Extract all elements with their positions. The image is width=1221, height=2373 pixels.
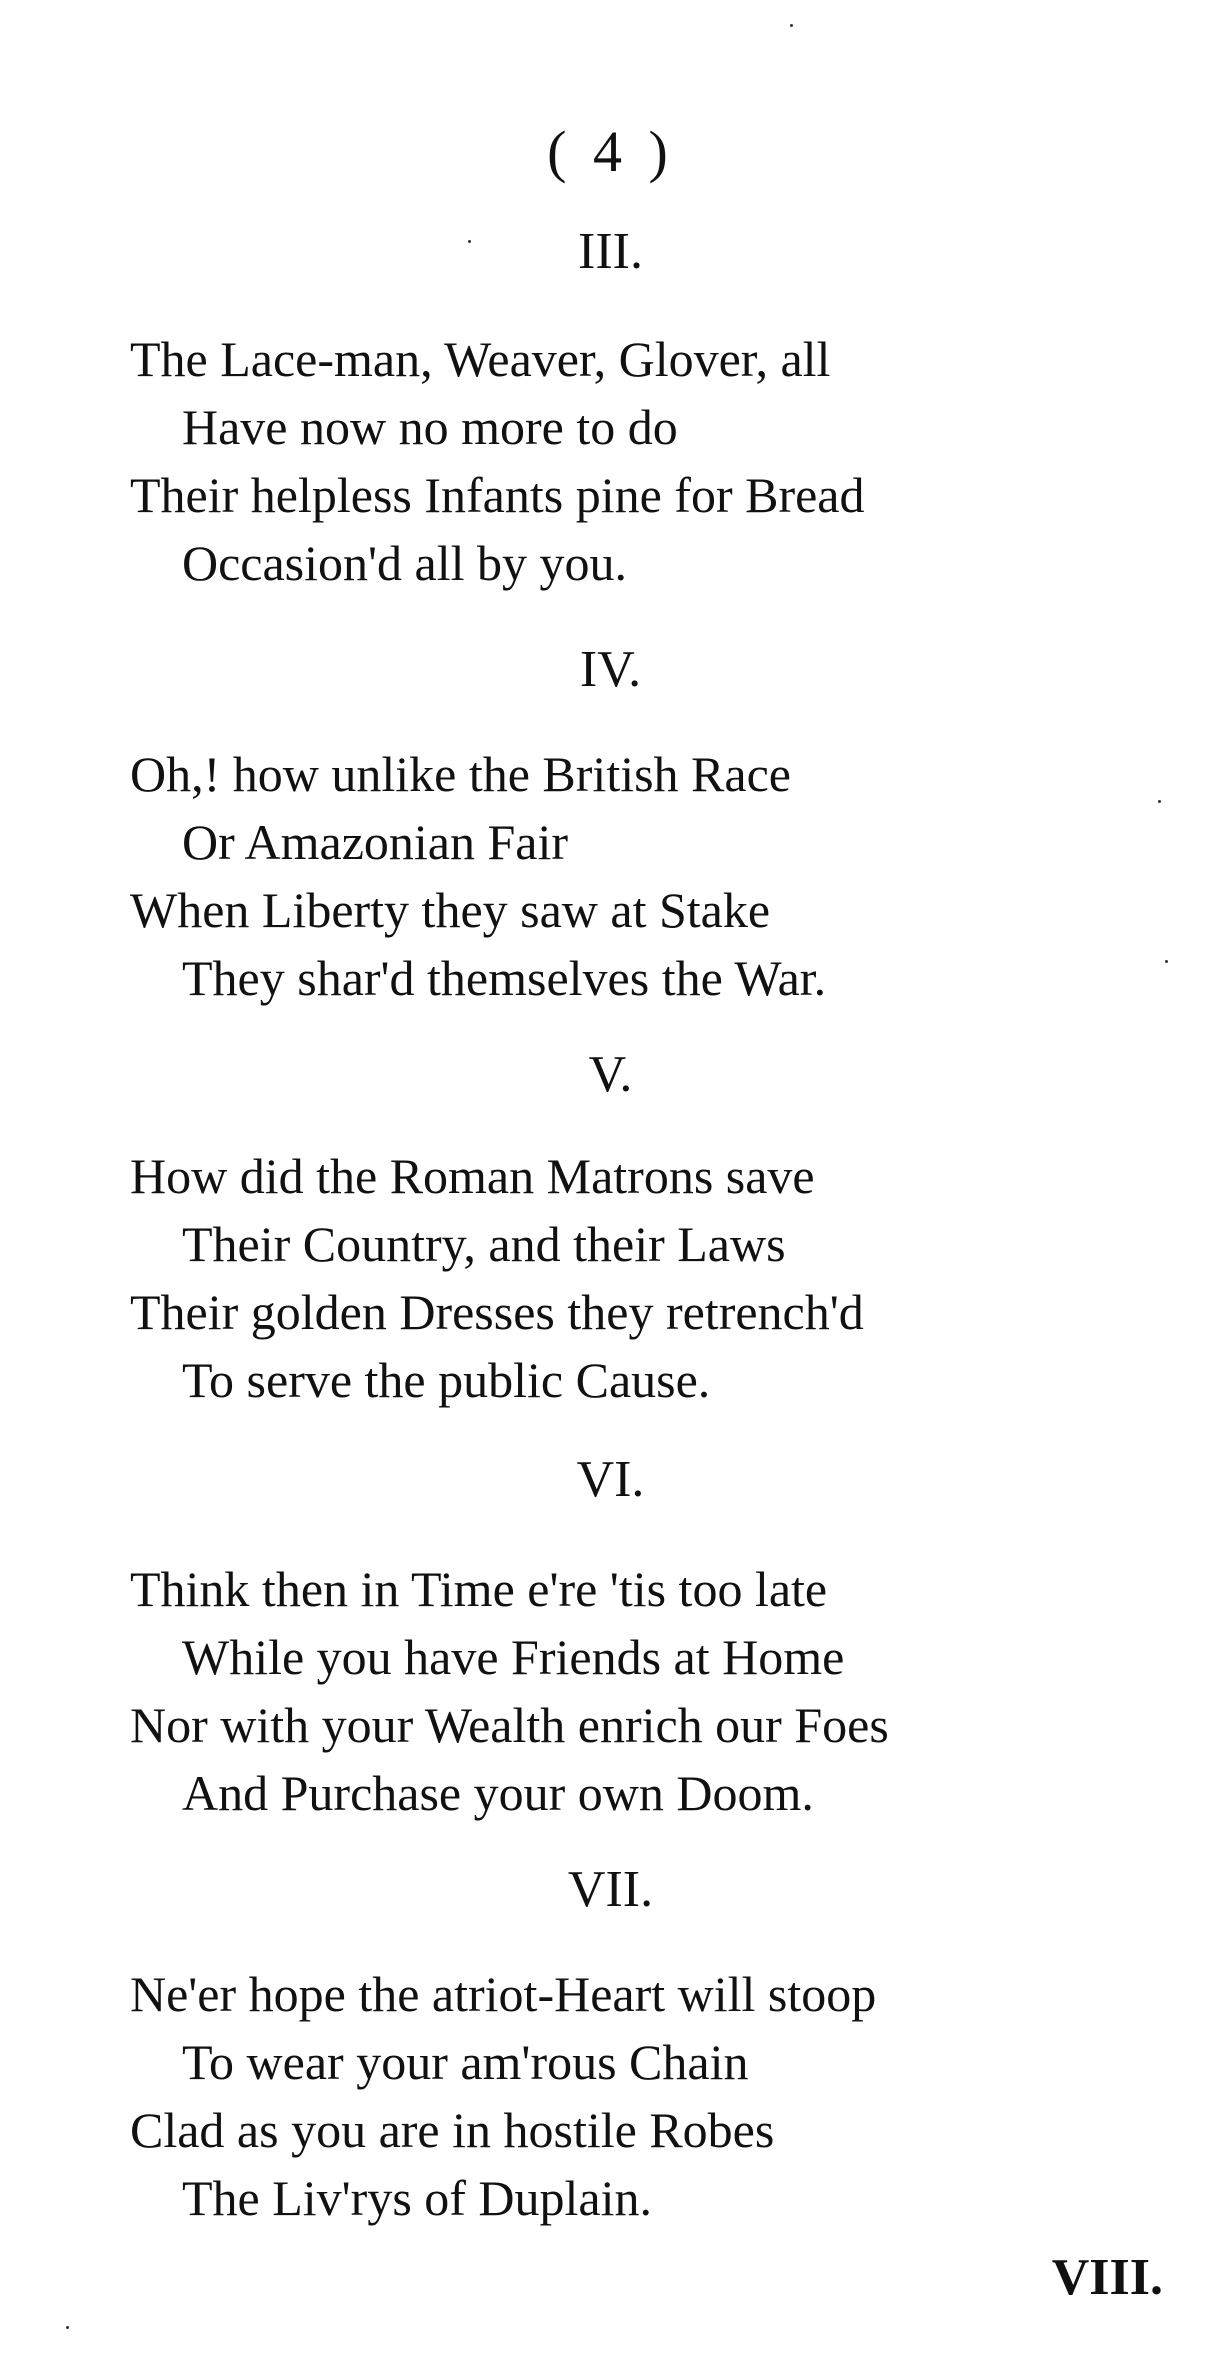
- stanza-number-v: V.: [588, 1046, 633, 1103]
- verse-line: Their golden Dresses they retrench'd: [130, 1284, 864, 1340]
- stanza-iii-verse: [130, 325, 864, 597]
- verse-line: Oh,! how unlike the British Race: [130, 746, 791, 802]
- scan-speck: [66, 2326, 69, 2329]
- verse-line: Or Amazonian Fair: [182, 814, 569, 870]
- verse-line: To serve the public Cause.: [182, 1352, 711, 1408]
- verse-line: When Liberty they saw at Stake: [130, 882, 771, 938]
- page-number: ( 4 ): [547, 119, 674, 184]
- verse-line: And Purchase your own Doom.: [182, 1765, 814, 1821]
- stanza-vii-verse: [130, 1960, 876, 2232]
- verse-line: Their helpless Infants pine for Bread: [130, 467, 865, 523]
- verse-line: Their Country, and their Laws: [182, 1216, 786, 1272]
- scan-speck: [1165, 960, 1168, 963]
- verse-line: Occasion'd all by you.: [182, 535, 628, 591]
- stanza-v-verse: [130, 1142, 864, 1414]
- verse-line: While you have Friends at Home: [182, 1629, 845, 1685]
- stanza-number-vi: VI.: [576, 1451, 645, 1508]
- stanza-number-vii: VII.: [567, 1861, 654, 1918]
- verse-line: Think then in Time e're 'tis too late: [130, 1561, 828, 1617]
- verse-line: Clad as you are in hostile Robes: [130, 2102, 775, 2158]
- verse-line: The Lace-man, Weaver, Glover, all: [130, 331, 831, 387]
- stanza-number-iii: III.: [578, 223, 643, 280]
- verse-line: To wear your am'rous Chain: [182, 2034, 749, 2090]
- catchword: VIII.: [1051, 2249, 1163, 2306]
- verse-line: How did the Roman Matrons save: [130, 1148, 815, 1204]
- verse-line: Have now no more to do: [182, 399, 678, 455]
- stanza-iv-verse: [130, 740, 826, 1012]
- verse-line: Nor with your Wealth enrich our Foes: [130, 1697, 889, 1753]
- verse-line: They shar'd themselves the War.: [182, 950, 827, 1006]
- stanza-number-iv: IV.: [579, 641, 642, 698]
- scan-speck: [1158, 800, 1161, 803]
- scan-speck: [468, 240, 471, 243]
- stanza-vi-verse: [130, 1555, 889, 1827]
- verse-line: The Liv'rys of Duplain.: [182, 2170, 653, 2226]
- scan-speck: [790, 24, 793, 27]
- verse-line: Ne'er hope the atriot-Heart will stoop: [130, 1966, 877, 2022]
